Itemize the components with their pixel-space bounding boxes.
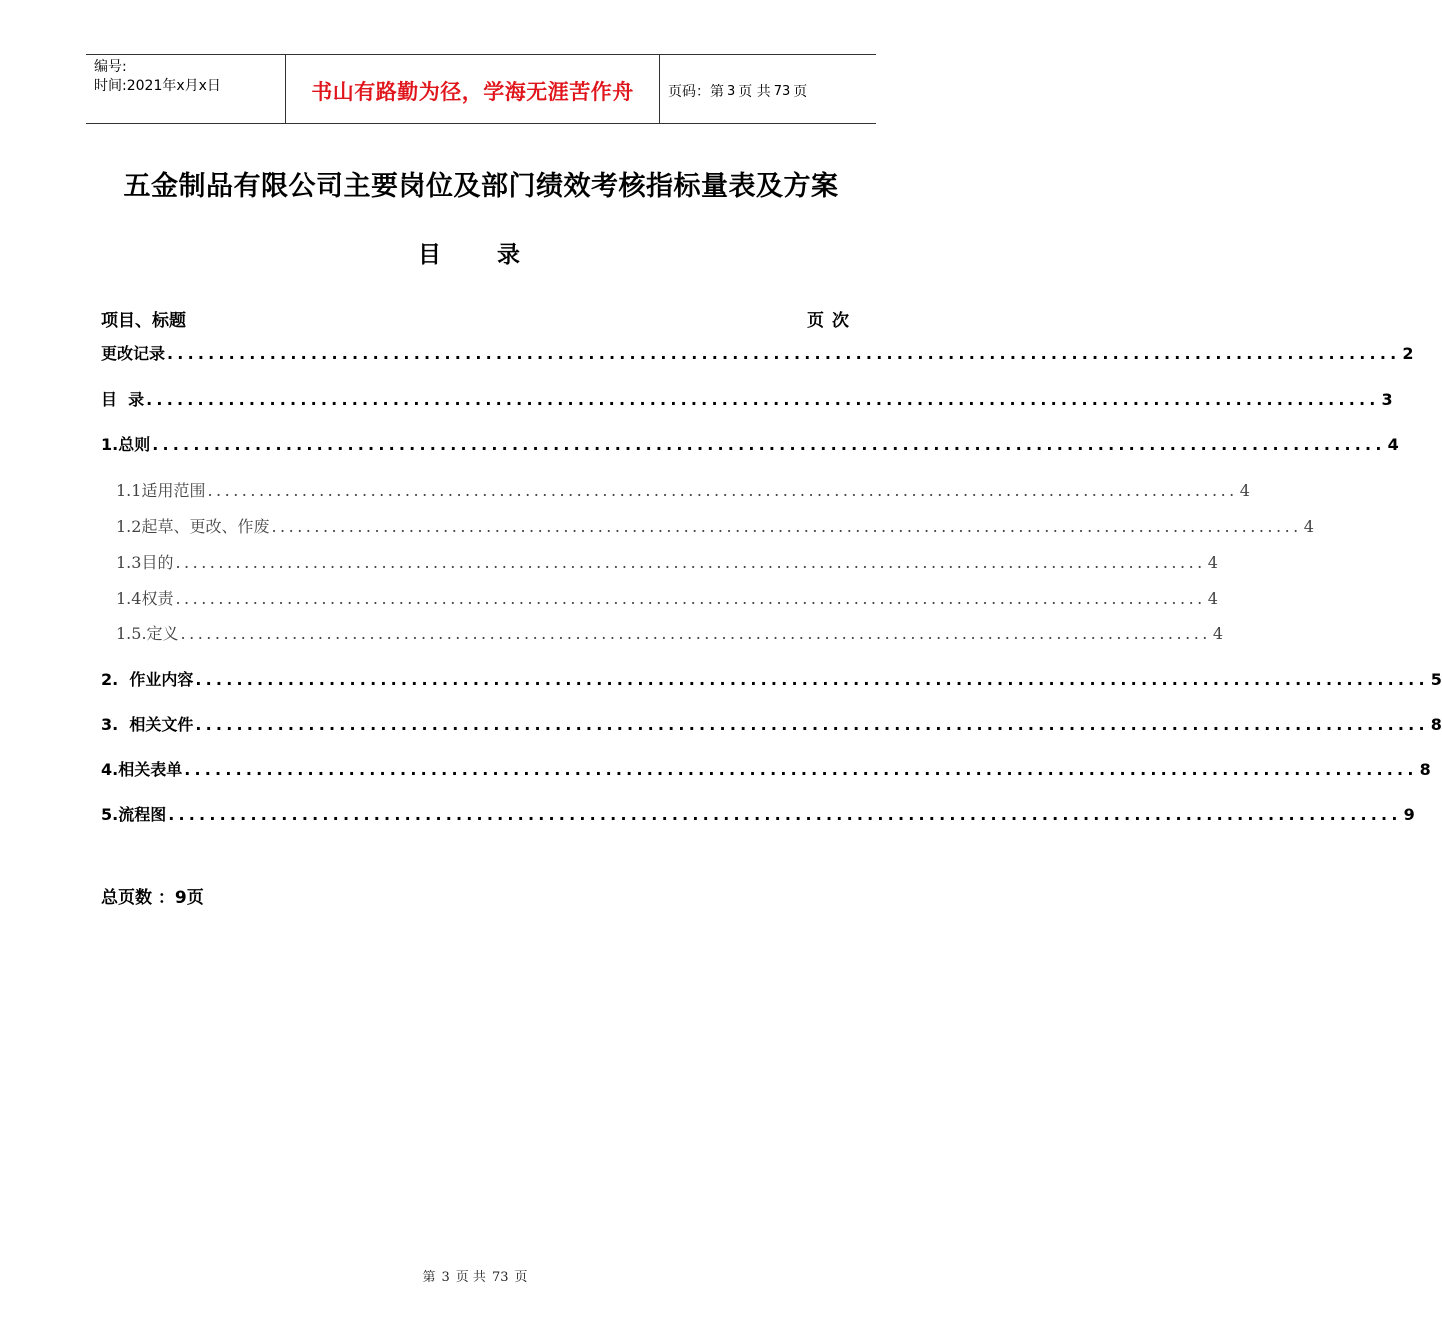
toc-leader-dots: ........................................................................................................................ (146, 390, 1380, 409)
toc-entry-page: 3 (1381, 390, 1393, 409)
document-title: 五金制品有限公司主要岗位及部门绩效考核指标量表及方案 (123, 171, 839, 202)
toc-leader-dots: ........................................................................................................................ (175, 589, 1206, 608)
header-page-current: 3 (727, 83, 736, 99)
toc-entry-page: 8 (1419, 760, 1431, 779)
toc-entry-page: 4 (1239, 481, 1250, 500)
toc-entry-page: 4 (1212, 624, 1224, 643)
header-motto-cell (286, 55, 660, 123)
toc-entry[interactable] (101, 667, 1442, 690)
toc-entry-label: 1.3目的 (116, 553, 174, 572)
toc-column-right: 页次 (807, 311, 857, 331)
toc-leader-dots: ........................................................................................................................ (195, 715, 1429, 734)
header-page-label: 页码：第 (668, 84, 724, 100)
toc-leader-dots: ........................................................................................................................ (195, 670, 1429, 689)
toc-entry-page: 8 (1430, 715, 1442, 734)
page-header (86, 54, 876, 124)
header-meta-cell (86, 55, 286, 123)
toc-entry-page: 4 (1303, 517, 1314, 536)
document-time-value: 2021年x月x日 (126, 78, 221, 94)
toc-entry-label: 1.5.定义 (116, 624, 179, 643)
toc-entry[interactable] (101, 432, 1399, 455)
toc-heading: 目 录 (417, 242, 544, 268)
toc-entry-page: 4 (1207, 553, 1218, 572)
footer-suffix: 页 (514, 1270, 528, 1285)
header-page-cell (660, 55, 876, 123)
toc-subentry[interactable] (116, 478, 1250, 501)
toc-entry-page: 4 (1207, 589, 1218, 608)
toc-entry-label: 目 录 (101, 390, 145, 409)
page-footer (0, 1266, 950, 1285)
toc-leader-dots: ........................................................................................................................ (184, 760, 1418, 779)
toc-entry-page: 9 (1403, 805, 1415, 824)
document-time (94, 77, 285, 96)
document-code-label: 编号: (94, 59, 127, 75)
toc-entry-label: 1.4权责 (116, 589, 174, 608)
toc-column-left: 项目、标题 (101, 311, 186, 331)
toc-entry-page: 4 (1387, 435, 1399, 454)
toc-entry[interactable] (101, 712, 1442, 735)
toc-entry[interactable] (101, 341, 1414, 364)
footer-prefix: 第 (422, 1270, 436, 1285)
toc-subentry[interactable] (116, 550, 1218, 573)
toc-entry[interactable] (101, 387, 1393, 410)
toc-entry-label: 1.1适用范围 (116, 481, 206, 500)
toc-entry[interactable] (101, 802, 1415, 825)
document-time-label: 时间: (94, 78, 127, 94)
header-page-mid: 页 共 (738, 84, 771, 100)
toc-entry-page: 2 (1402, 344, 1414, 363)
footer-page-current: 3 (441, 1270, 450, 1285)
toc-entry-label: 3. 相关文件 (101, 715, 194, 734)
toc-entry-label: 4.相关表单 (101, 760, 183, 779)
toc-subentry[interactable] (116, 621, 1224, 644)
header-page-suffix: 页 (793, 84, 808, 100)
total-pages: 总页数 ：9页 (101, 888, 204, 908)
header-page-total: 73 (773, 83, 791, 99)
toc-subentry[interactable] (116, 514, 1314, 537)
toc-entry-label: 2. 作业内容 (101, 670, 194, 689)
toc-leader-dots: ........................................................................................................................ (207, 481, 1238, 500)
toc-entry-page: 5 (1430, 670, 1442, 689)
toc-entry[interactable] (101, 757, 1431, 780)
toc-entry-label: 1.2起草、更改、作废 (116, 517, 270, 536)
toc-leader-dots: ........................................................................................................................ (175, 553, 1206, 572)
toc-leader-dots: ........................................................................................................................ (168, 805, 1402, 824)
toc-leader-dots: ........................................................................................................................ (180, 624, 1211, 643)
footer-mid: 页 共 (455, 1270, 486, 1285)
toc-entry-label: 更改记录 (101, 344, 166, 363)
toc-entry-label: 5.流程图 (101, 805, 167, 824)
toc-entry-label: 1.总则 (101, 435, 151, 454)
footer-page-total: 73 (491, 1270, 509, 1285)
toc-leader-dots: ........................................................................................................................ (271, 517, 1302, 536)
toc-leader-dots: ........................................................................................................................ (152, 435, 1386, 454)
toc-column-header (101, 306, 857, 331)
toc-subentry[interactable] (116, 586, 1218, 609)
toc-leader-dots: ........................................................................................................................ (167, 344, 1401, 363)
header-motto: 书山有路勤为径，学海无涯苦作舟 (311, 80, 634, 104)
